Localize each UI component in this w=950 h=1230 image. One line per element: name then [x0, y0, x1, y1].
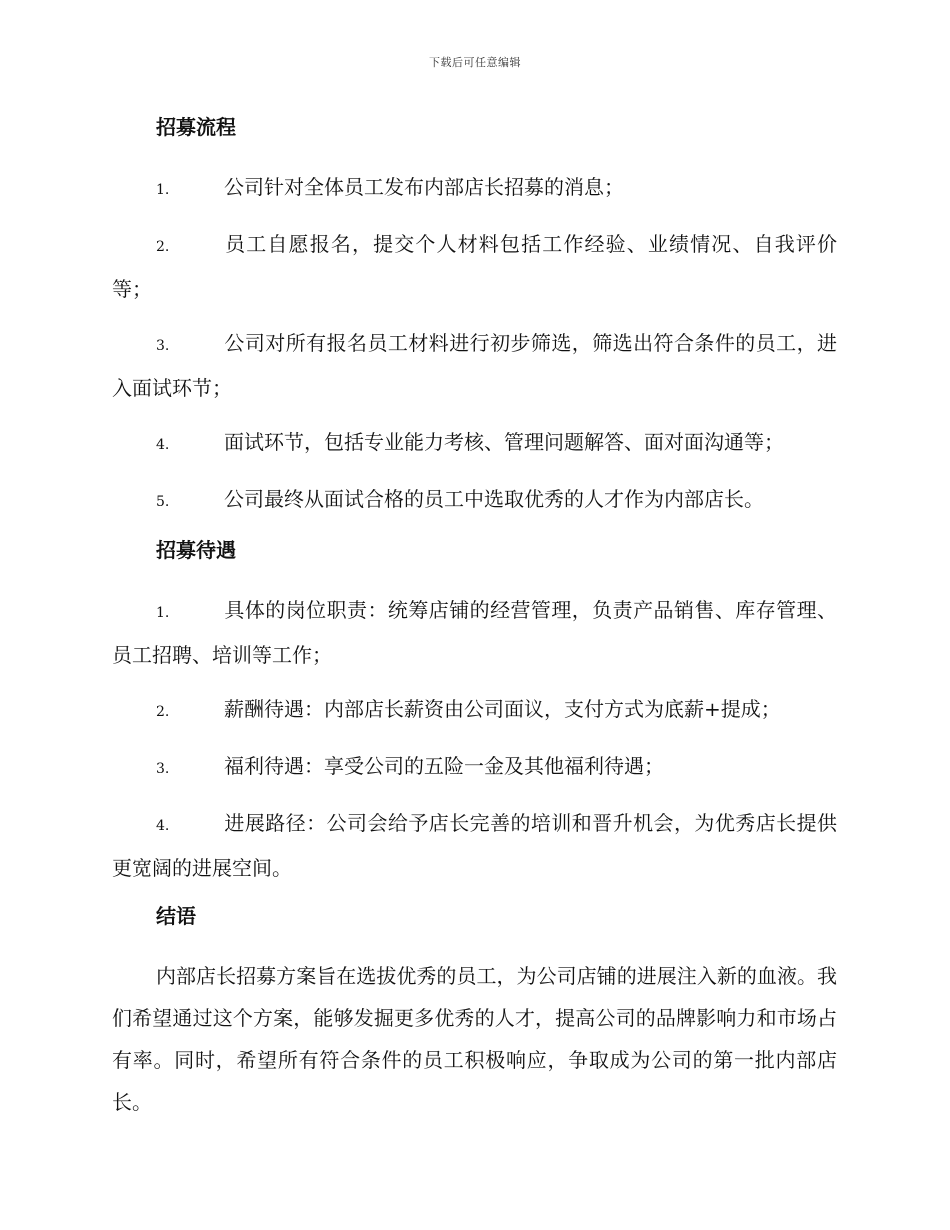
list-number: 3. — [156, 761, 170, 777]
list-number: 3. — [156, 338, 170, 354]
section-title-recruitment-benefits: 招募待遇 — [156, 538, 236, 562]
section-title-conclusion: 结语 — [156, 904, 196, 928]
list-text: 公司针对全体员工发布内部店长招募的消息； — [224, 175, 624, 199]
list-text: 公司最终从面试合格的员工中选取优秀的人才作为内部店长。 — [224, 487, 764, 511]
list-number: 5. — [156, 494, 170, 510]
list-number: 4. — [156, 437, 170, 453]
page-header: 下载后可任意编辑 — [429, 56, 521, 69]
list-item — [112, 478, 837, 523]
list-number: 1. — [156, 182, 170, 198]
list-number: 2. — [156, 239, 170, 255]
list-item — [112, 688, 837, 733]
list-number: 4. — [156, 818, 170, 834]
list-text: 具体的岗位职责：统筹店铺的经营管理，负责产品销售、库存管理、员工招聘、培训等工作； — [112, 598, 837, 667]
document-body — [112, 112, 837, 1123]
list-text: 进展路径：公司会给予店长完善的培训和晋升机会，为优秀店长提供更宽阔的进展空间。 — [112, 811, 837, 880]
list-text: 薪酬待遇：内部店长薪资由公司面议，支付方式为底薪+提成； — [224, 697, 781, 721]
list-text: 福利待遇：享受公司的五险一金及其他福利待遇； — [224, 754, 664, 778]
list-item — [112, 745, 837, 790]
list-text: 面试环节，包括专业能力考核、管理问题解答、面对面沟通等； — [224, 430, 784, 454]
list-number: 1. — [156, 605, 170, 621]
list-number: 2. — [156, 704, 170, 720]
section-title-recruitment-process: 招募流程 — [156, 115, 236, 139]
list-item — [112, 166, 837, 211]
list-item — [112, 421, 837, 466]
list-text: 员工自愿报名，提交个人材料包括工作经验、业绩情况、自我评价等； — [112, 232, 837, 301]
list-text: 公司对所有报名员工材料进行初步筛选，筛选出符合条件的员工，进入面试环节； — [112, 331, 837, 400]
list-item — [112, 802, 837, 889]
conclusion-paragraph: 内部店长招募方案旨在选拔优秀的员工，为公司店铺的进展注入新的血液。我们希望通过这个方案，能够发掘更多优秀的人才，提高公司的品牌影响力和市场占有率。同时，希望所有符合条件的员工积极响应，争取成为公司的第一批内部店长。 — [112, 964, 837, 1114]
list-item — [112, 589, 837, 676]
list-item — [112, 322, 837, 409]
list-item — [112, 223, 837, 310]
